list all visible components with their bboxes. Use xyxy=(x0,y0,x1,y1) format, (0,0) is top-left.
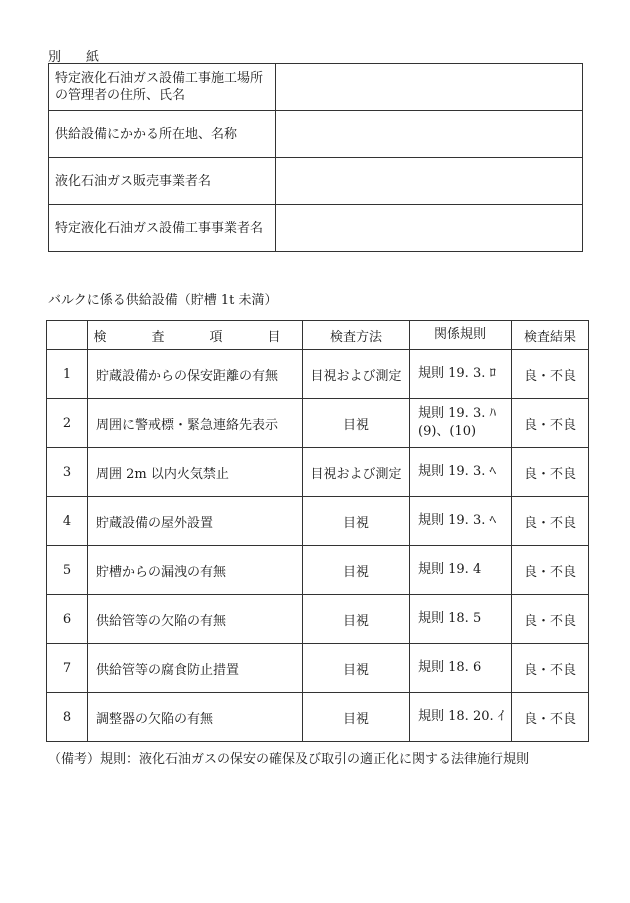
header-result: 検査結果 xyxy=(512,321,589,350)
table-row xyxy=(47,644,589,693)
table-row xyxy=(47,448,589,497)
info-value[interactable] xyxy=(276,205,583,252)
row-result[interactable]: 良・不良 xyxy=(512,644,589,693)
row-result[interactable]: 良・不良 xyxy=(512,595,589,644)
row-method: 目視 xyxy=(303,497,410,546)
row-no: 4 xyxy=(47,497,88,546)
row-result[interactable]: 良・不良 xyxy=(512,448,589,497)
row-result[interactable]: 良・不良 xyxy=(512,497,589,546)
row-rule: 規則 18. 6 xyxy=(410,644,512,693)
row-rule: 規則 19. 3. ﾛ xyxy=(410,350,512,399)
section-title: バルクに係る供給設備（貯槽 1t 未満） xyxy=(48,293,278,308)
row-result[interactable]: 良・不良 xyxy=(512,693,589,742)
row-item: 周囲 2m 以内火気禁止 xyxy=(88,448,303,497)
table-row xyxy=(47,595,589,644)
row-method: 目視 xyxy=(303,595,410,644)
info-label: 供給設備にかかる所在地、名称 xyxy=(49,111,276,158)
header-rule: 関係規則 xyxy=(410,321,512,350)
row-no: 1 xyxy=(47,350,88,399)
row-method: 目視および測定 xyxy=(303,350,410,399)
row-item: 貯蔵設備の屋外設置 xyxy=(88,497,303,546)
row-method: 目視 xyxy=(303,546,410,595)
info-row xyxy=(49,158,583,205)
info-table xyxy=(48,63,583,252)
header-method: 検査方法 xyxy=(303,321,410,350)
info-value[interactable] xyxy=(276,158,583,205)
info-row xyxy=(49,111,583,158)
header-item-label: 検 査 項 目 xyxy=(93,329,297,345)
row-result[interactable]: 良・不良 xyxy=(512,399,589,448)
row-rule: 規則 18. 5 xyxy=(410,595,512,644)
row-result[interactable]: 良・不良 xyxy=(512,546,589,595)
row-item: 供給管等の欠陥の有無 xyxy=(88,595,303,644)
row-item: 調整器の欠陥の有無 xyxy=(88,693,303,742)
remarks-note: （備考）規則：液化石油ガスの保安の確保及び取引の適正化に関する法律施行規則 xyxy=(48,752,530,767)
info-row xyxy=(49,205,583,252)
row-method: 目視 xyxy=(303,693,410,742)
row-item: 貯槽からの漏洩の有無 xyxy=(88,546,303,595)
info-label: 液化石油ガス販売事業者名 xyxy=(49,158,276,205)
row-no: 6 xyxy=(47,595,88,644)
row-rule: 規則 19. 3. ﾊ (9)、(10) xyxy=(410,399,512,448)
table-row xyxy=(47,546,589,595)
page-heading: 別 紙 xyxy=(48,50,106,65)
row-rule: 規則 18. 20. ｲ xyxy=(410,693,512,742)
row-rule: 規則 19. 3. ﾍ xyxy=(410,448,512,497)
row-rule: 規則 19. 4 xyxy=(410,546,512,595)
table-row xyxy=(47,350,589,399)
row-no: 7 xyxy=(47,644,88,693)
row-no: 5 xyxy=(47,546,88,595)
table-row xyxy=(47,693,589,742)
row-no: 3 xyxy=(47,448,88,497)
info-value[interactable] xyxy=(276,111,583,158)
info-label: 特定液化石油ガス設備工事施工場所の管理者の住所、氏名 xyxy=(49,64,276,111)
row-method: 目視 xyxy=(303,644,410,693)
table-header-row xyxy=(47,321,589,350)
row-item: 貯蔵設備からの保安距離の有無 xyxy=(88,350,303,399)
header-item xyxy=(88,321,303,350)
row-method: 目視 xyxy=(303,399,410,448)
table-row xyxy=(47,399,589,448)
info-row xyxy=(49,64,583,111)
header-no xyxy=(47,321,88,350)
row-item: 周囲に警戒標・緊急連絡先表示 xyxy=(88,399,303,448)
row-no: 8 xyxy=(47,693,88,742)
row-result[interactable]: 良・不良 xyxy=(512,350,589,399)
inspection-table xyxy=(46,320,589,742)
info-value[interactable] xyxy=(276,64,583,111)
row-item: 供給管等の腐食防止措置 xyxy=(88,644,303,693)
row-method: 目視および測定 xyxy=(303,448,410,497)
table-row xyxy=(47,497,589,546)
info-label: 特定液化石油ガス設備工事事業者名 xyxy=(49,205,276,252)
row-rule: 規則 19. 3. ﾍ xyxy=(410,497,512,546)
row-no: 2 xyxy=(47,399,88,448)
